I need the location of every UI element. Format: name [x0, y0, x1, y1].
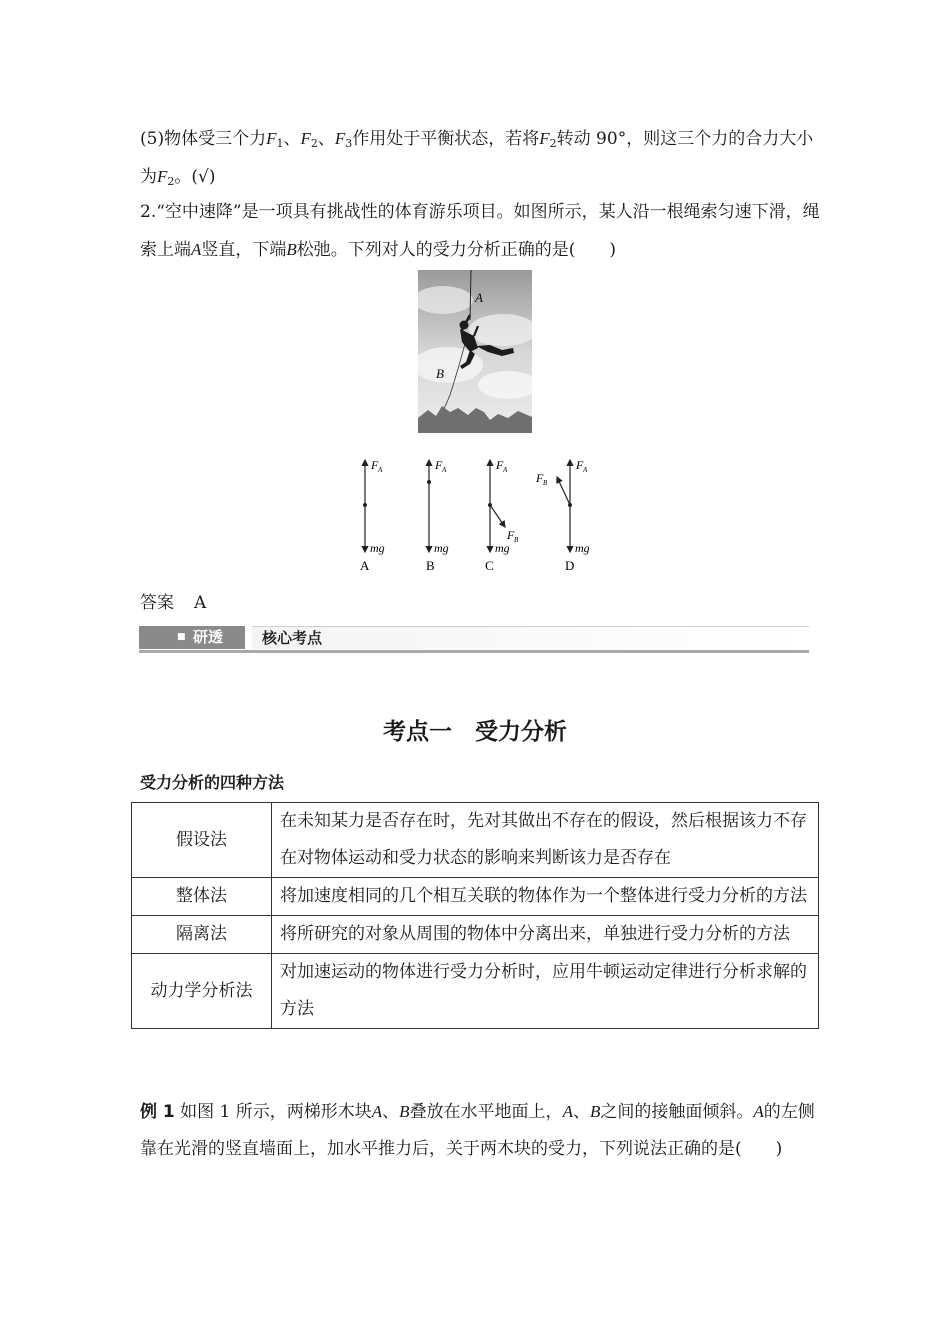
answer	[140, 590, 206, 616]
answer-label: 答案	[140, 593, 174, 613]
method-desc: 将所研究的对象从周围的物体中分离出来，单独进行受力分析的方法	[272, 916, 819, 954]
example-label: 例 1	[140, 1102, 175, 1122]
svg-text:A: A	[378, 466, 383, 474]
method-name: 整体法	[132, 878, 272, 916]
svg-text:mg: mg	[434, 541, 449, 555]
rappelling-photo	[418, 270, 532, 433]
photo-label-a: A	[475, 290, 483, 305]
method-desc: 将加速度相同的几个相互关联的物体作为一个整体进行受力分析的方法	[272, 878, 819, 916]
table-row	[132, 803, 819, 878]
problem-2: 2.“空中速降”是一项具有挑战性的体育游乐项目。如图所示，某人沿一根绳索匀速下滑，绳索上端A竖直，下端B松弛。下列对人的受力分析正确的是( )	[140, 202, 820, 260]
square-bullet-icon: ■	[177, 632, 186, 642]
svg-text:mg: mg	[575, 541, 590, 555]
svg-text:C: C	[485, 558, 494, 573]
banner-right: 核心考点	[252, 626, 809, 649]
method-desc: 在未知某力是否存在时，先对其做出不存在的假设，然后根据该力不存在对物体运动和受力状态的影响来判断该力是否存在	[272, 803, 819, 878]
force-diagrams	[340, 455, 610, 577]
option-b-diagram	[426, 458, 449, 573]
example-1: 例 1 如图 1 所示，两梯形木块A、B叠放在水平地面上，A、B之间的接触面倾斜。A的左侧靠在光滑的竖直墙面上，加水平推力后，关于两木块的受力，下列说法正确的是( )	[140, 1102, 815, 1159]
option-c-diagram	[485, 458, 519, 573]
method-desc: 对加速运动的物体进行受力分析时，应用牛顿运动定律进行分析求解的方法	[272, 954, 819, 1029]
method-name: 隔离法	[132, 916, 272, 954]
subheading: 受力分析的四种方法	[140, 773, 285, 792]
section-banner	[139, 626, 809, 654]
option-a-diagram	[360, 458, 385, 573]
svg-text:F: F	[507, 528, 515, 542]
svg-text:A: A	[360, 558, 370, 573]
svg-text:F: F	[536, 471, 544, 485]
table-row	[132, 916, 819, 954]
svg-text:mg: mg	[370, 541, 385, 555]
banner-left: ■ 研透	[139, 626, 245, 649]
table-row	[132, 954, 819, 1029]
svg-text:F: F	[576, 458, 584, 472]
table-row	[132, 878, 819, 916]
section-title: 考点一 受力分析	[383, 719, 567, 745]
methods-table	[131, 802, 819, 1029]
option-d-diagram	[535, 458, 590, 573]
photo-label-b: B	[436, 366, 444, 381]
svg-text:F: F	[496, 458, 504, 472]
svg-text:mg: mg	[495, 541, 510, 555]
svg-text:F: F	[371, 458, 379, 472]
svg-text:A: A	[503, 466, 508, 474]
problem-5: (5)物体受三个力$F_1$、$F_2$、$F_3$作用处于平衡状态，若将$F_2$转动 90°，则这三个力的合力大小为$F_2$。(√)	[140, 129, 814, 188]
svg-text:B: B	[426, 558, 435, 573]
svg-text:B: B	[543, 479, 548, 487]
method-name: 假设法	[132, 803, 272, 878]
svg-text:D: D	[565, 558, 575, 573]
method-name: 动力学分析法	[132, 954, 272, 1029]
svg-text:A: A	[583, 466, 588, 474]
answer-value: A	[194, 593, 207, 613]
svg-text:B: B	[514, 536, 519, 544]
svg-text:A: A	[442, 466, 447, 474]
svg-text:F: F	[435, 458, 443, 472]
banner-divider	[139, 650, 809, 653]
